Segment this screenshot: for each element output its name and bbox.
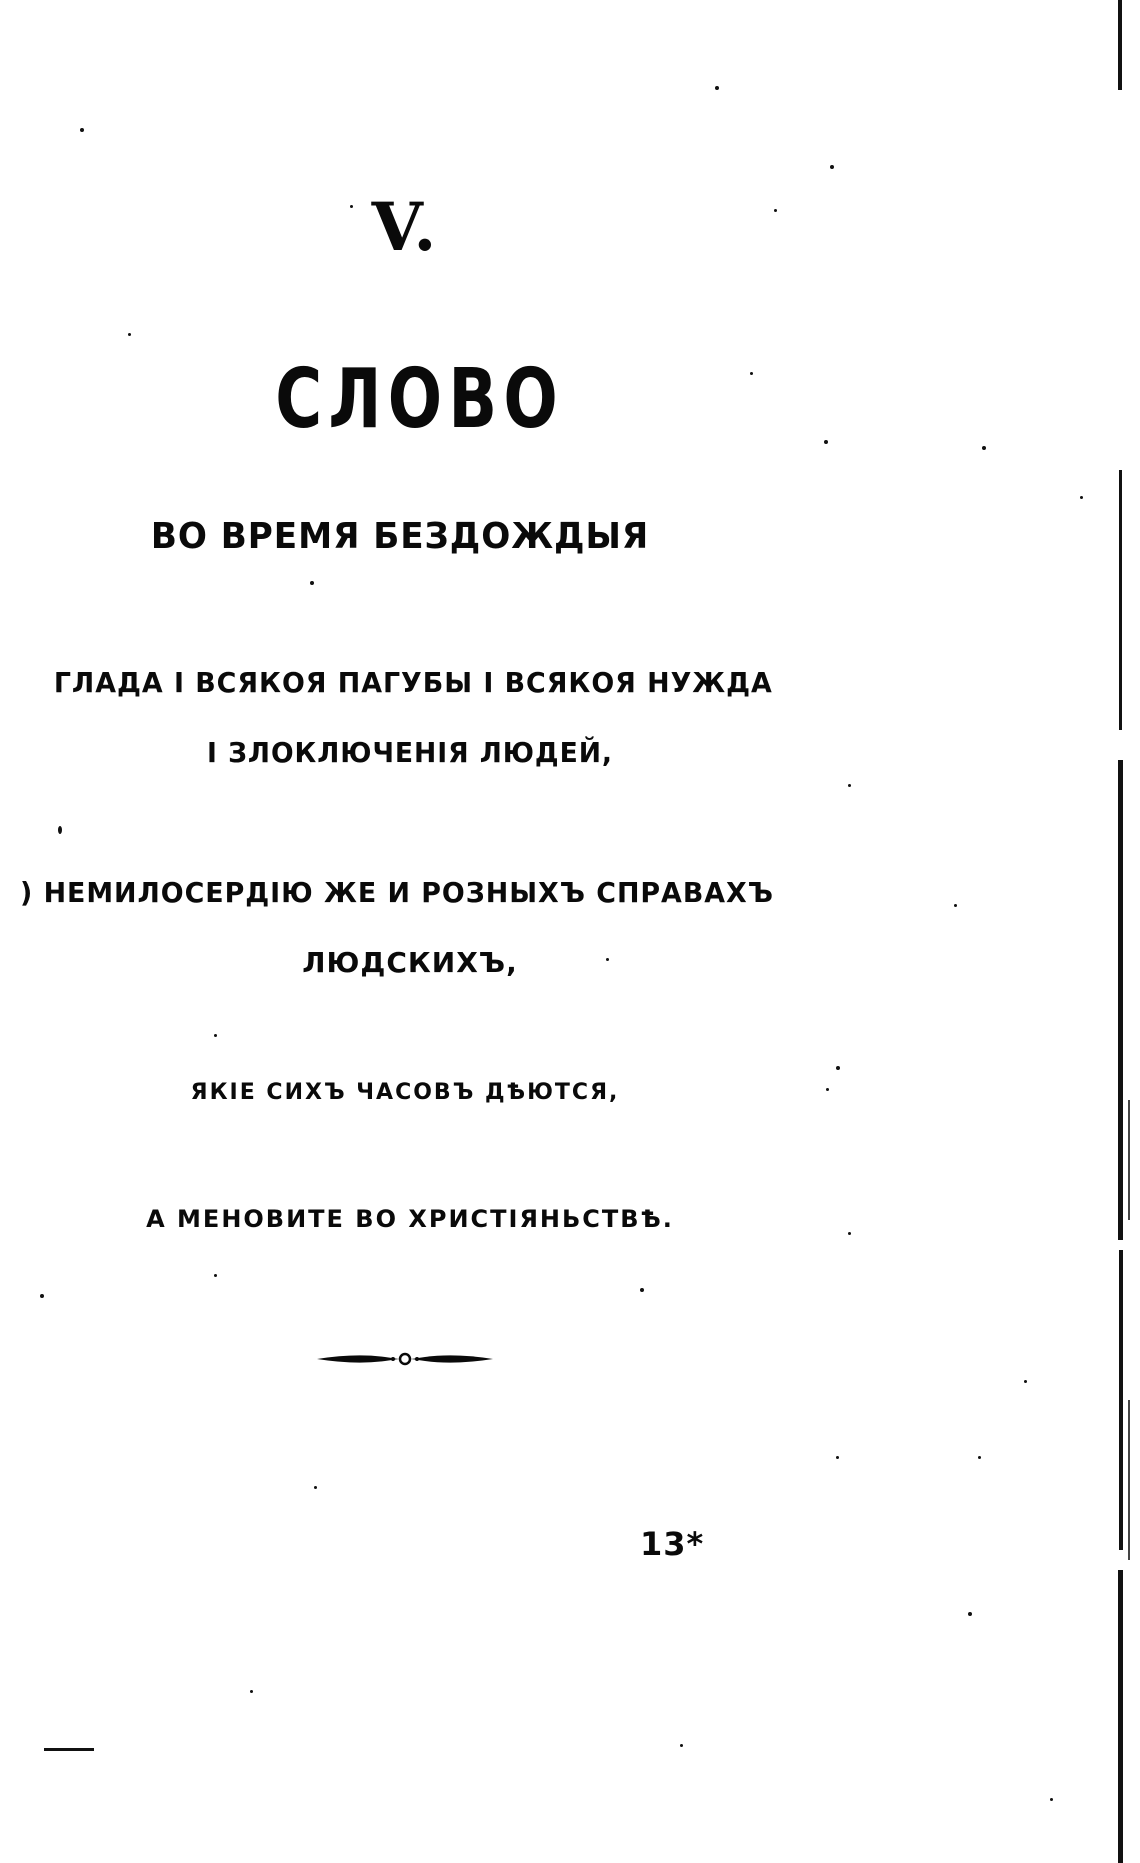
speck: [214, 1034, 217, 1037]
speck: [774, 209, 777, 212]
speck: [58, 826, 62, 834]
speck: [314, 1486, 317, 1489]
binding-edge: [1106, 0, 1140, 1863]
title-line-4: ЛЮДСКИХЪ,: [302, 946, 518, 979]
speck: [826, 1088, 829, 1091]
speck: [1050, 1798, 1053, 1801]
speck: [830, 165, 834, 169]
title-line-2: І ЗЛОКЛЮЧЕНІЯ ЛЮДЕЙ,: [207, 736, 613, 769]
page-signature: 13*: [640, 1525, 705, 1563]
speck: [680, 1744, 683, 1747]
speck: [606, 958, 609, 961]
speck: [80, 128, 84, 132]
ornament-divider-icon: [315, 1347, 495, 1371]
speck: [836, 1456, 839, 1459]
speck: [978, 1456, 981, 1459]
page-title: СЛОВО: [275, 352, 564, 447]
speck: [982, 446, 986, 450]
speck: [848, 1232, 851, 1235]
speck: [214, 1274, 217, 1277]
speck: [968, 1612, 972, 1616]
chapter-numeral: V.: [371, 188, 439, 266]
speck: [40, 1294, 44, 1298]
speck: [954, 904, 957, 907]
title-line-5: ЯКІЕ СИХЪ ЧАСОВЪ ДѢЮТСЯ,: [190, 1080, 620, 1105]
speck: [310, 581, 314, 585]
speck: [1080, 496, 1083, 499]
speck: [250, 1690, 253, 1693]
title-line-1: ГЛАДА І ВСЯКОЯ ПАГУБЫ І ВСЯКОЯ НУЖДА: [53, 666, 773, 699]
speck: [128, 333, 131, 336]
title-line-3: ) НЕМИЛОСЕРДІЮ ЖЕ И РОЗНЫХЪ СПРАВАХЪ: [20, 876, 774, 909]
speck: [350, 205, 353, 208]
speck: [848, 784, 851, 787]
speck: [836, 1066, 840, 1070]
title-line-6: А МЕНОВИТЕ ВО ХРИСТІЯНЬСТВѢ.: [146, 1205, 674, 1233]
speck: [824, 440, 828, 444]
speck: [640, 1288, 644, 1292]
page-subtitle: ВО ВРЕМЯ БЕЗДОЖДЫЯ: [150, 516, 650, 557]
speck: [715, 86, 719, 90]
speck: [1024, 1380, 1027, 1383]
short-rule: [44, 1748, 94, 1751]
speck: [750, 372, 753, 375]
